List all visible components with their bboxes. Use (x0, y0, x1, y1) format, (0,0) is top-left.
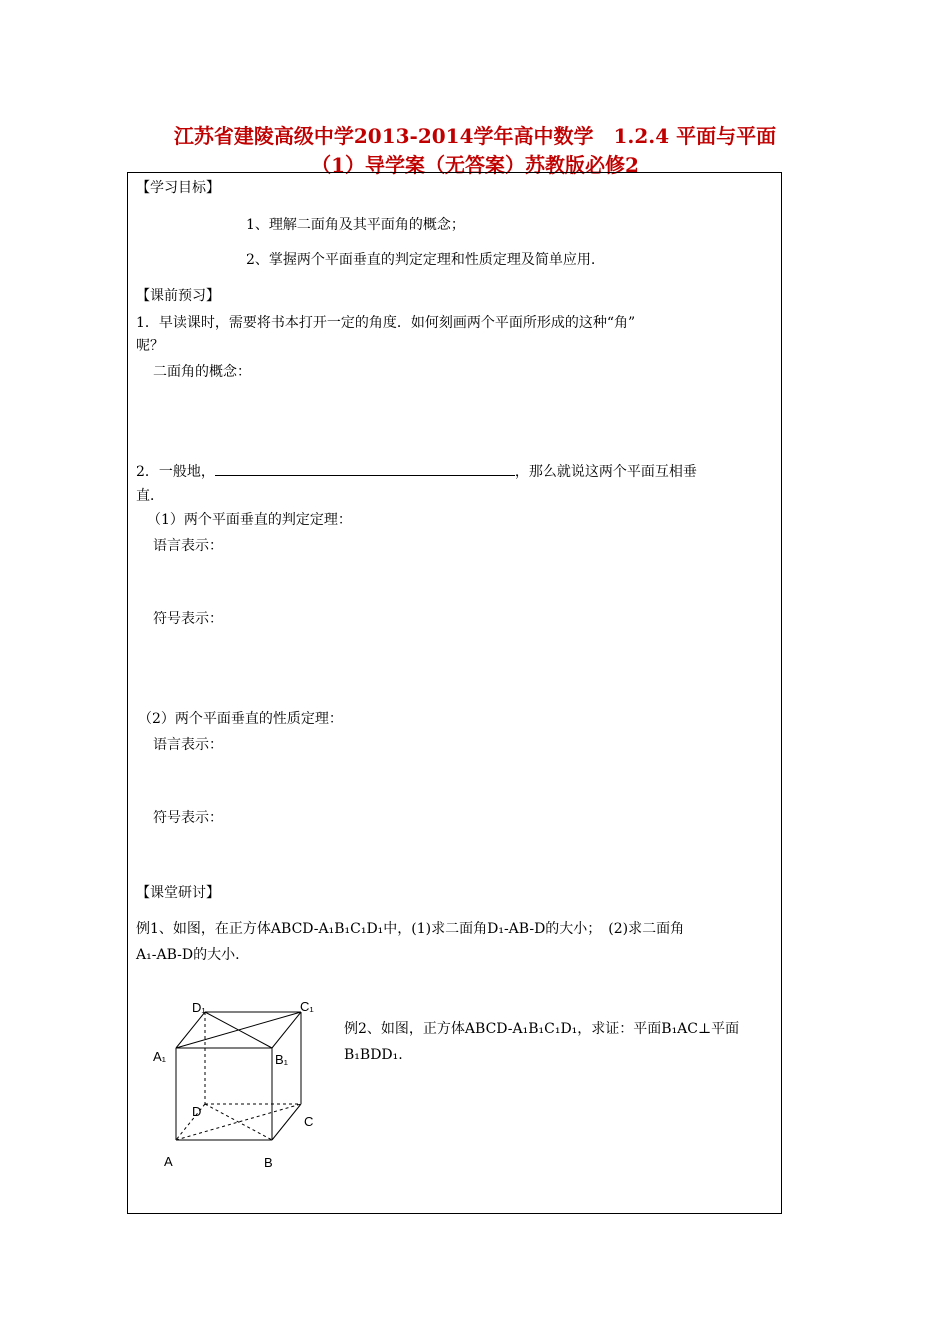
example2-line1: 例2、如图，正方体ABCD-A₁B₁C₁D₁，求证：平面B₁AC⊥平面 (344, 1021, 740, 1037)
judge-theorem-label: （1）两个平面垂直的判定定理： (147, 512, 352, 528)
property-theorem-label: （2）两个平面垂直的性质定理： (138, 711, 343, 727)
example1-line2: A₁-AB-D的大小. (136, 947, 240, 963)
objective-item-1: 1、理解二面角及其平面角的概念； (246, 217, 465, 233)
judge-symbol-label: 符号表示： (153, 611, 223, 627)
label-c1: C₁ (300, 999, 314, 1014)
label-a1: A₁ (153, 1049, 167, 1064)
q2-prefix: 2．一般地， (136, 464, 215, 480)
q2-fill-blank[interactable] (215, 462, 515, 476)
example2-line2: B₁BDD₁. (344, 1047, 403, 1063)
label-d: D (192, 1104, 202, 1119)
property-symbol-label: 符号表示： (153, 810, 223, 826)
preview-q1-line2: 呢？ (136, 338, 164, 354)
diag-c1-a1 (176, 1012, 301, 1048)
judge-language-label: 语言表示： (153, 538, 223, 554)
label-b: B (264, 1155, 273, 1170)
label-c: C (304, 1114, 314, 1129)
example1-line1: 例1、如图，在正方体ABCD-A₁B₁C₁D₁中，(1)求二面角D₁-AB-D的大小； (2)求二面角 (136, 921, 685, 937)
cube-figure (148, 998, 328, 1178)
label-a: A (164, 1154, 173, 1169)
document-title-line2: （1）导学案（无答案）苏教版必修2 (311, 153, 639, 177)
hidden-diag-d-b (205, 1104, 272, 1140)
edge-d1-a1 (176, 1012, 205, 1048)
objective-item-2: 2、掌握两个平面垂直的判定定理和性质定理及简单应用. (246, 252, 596, 268)
edge-c1-b1 (272, 1012, 301, 1048)
dihedral-concept-label: 二面角的概念： (153, 364, 251, 380)
objectives-heading: 【学习目标】 (136, 180, 220, 196)
label-d1: D₁ (192, 1000, 206, 1015)
preview-q2-line2: 直． (136, 488, 164, 504)
q2-suffix: ，那么就说这两个平面互相垂 (514, 464, 697, 480)
preview-q1-line1: 1．早读课时，需要将书本打开一定的角度．如何刻画两个平面所形成的这种“角” (136, 315, 636, 331)
label-b1: B₁ (275, 1052, 289, 1067)
property-language-label: 语言表示： (153, 737, 223, 753)
classwork-heading: 【课堂研讨】 (136, 885, 220, 901)
document-title-line1: 江苏省建陵高级中学2013-2014学年高中数学 1.2.4 平面与平面 (173, 124, 777, 148)
preview-heading: 【课前预习】 (136, 288, 220, 304)
preview-q2-line1 (136, 462, 697, 481)
edge-b-c (272, 1104, 301, 1140)
